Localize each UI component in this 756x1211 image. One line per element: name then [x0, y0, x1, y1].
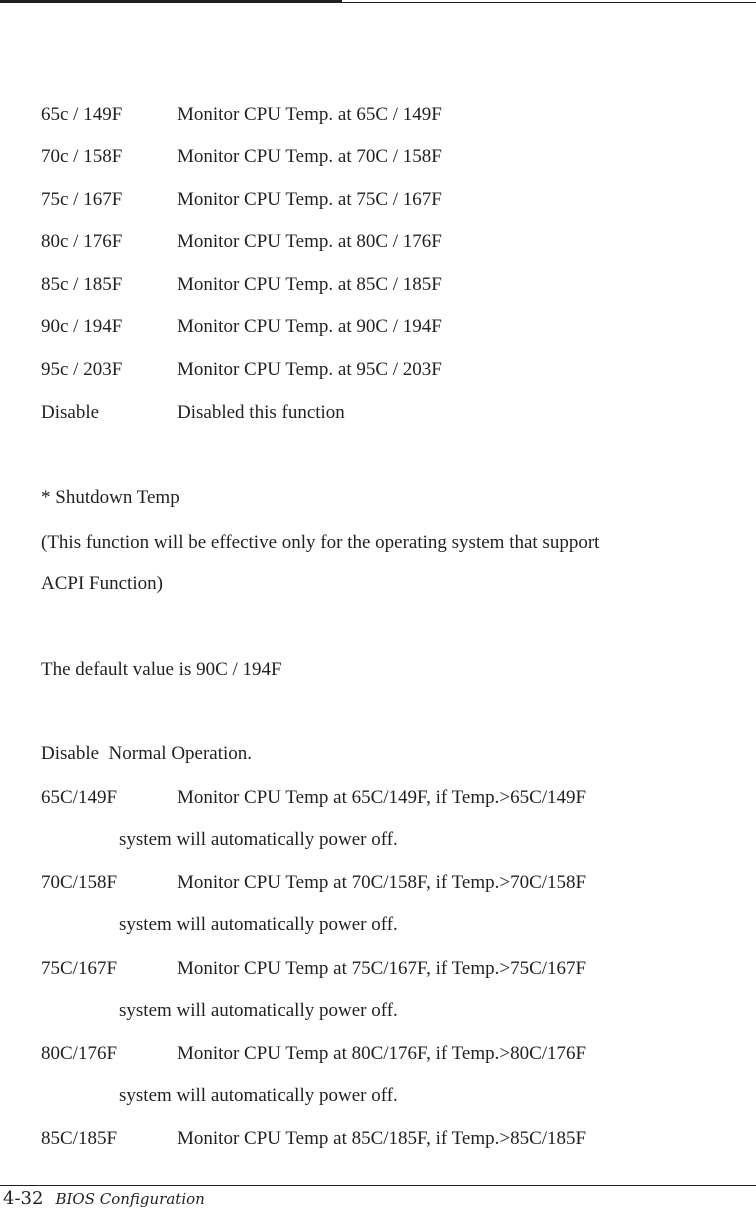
default-value-text: The default value is 90C / 194F — [41, 659, 282, 680]
option-description: Monitor CPU Temp. at 80C / 176F — [177, 231, 442, 252]
header-rule-thin — [342, 2, 756, 3]
option-value: Disable — [41, 402, 100, 423]
section-note: (This function will be effective only for the operating system that support — [41, 532, 600, 553]
option-description: Monitor CPU Temp at 85C/185F, if Temp.>85C/185F — [177, 1128, 587, 1149]
option-value: 65C/149F — [41, 787, 118, 808]
footer-rule — [0, 1185, 756, 1186]
page-number: 4-32 — [3, 1188, 44, 1209]
option-value: 65c / 149F — [41, 104, 123, 125]
option-description: Monitor CPU Temp. at 65C / 149F — [177, 104, 442, 125]
option-description: Monitor CPU Temp. at 90C / 194F — [177, 316, 442, 337]
option-value: 75c / 167F — [41, 189, 123, 210]
option-description-cont: system will automatically power off. — [119, 1000, 398, 1021]
option-value: 90c / 194F — [41, 316, 123, 337]
option-description: Disabled this function — [177, 402, 345, 423]
option-value: 80C/176F — [41, 1043, 118, 1064]
option-description: Monitor CPU Temp. at 85C / 185F — [177, 274, 442, 295]
option-description: Monitor CPU Temp at 65C/149F, if Temp.>65C/149F — [177, 787, 587, 808]
option-value: 80c / 176F — [41, 231, 123, 252]
option-description-cont: system will automatically power off. — [119, 1085, 398, 1106]
header-rule-thick — [0, 0, 342, 3]
disable-option: Disable Normal Operation. — [41, 743, 253, 764]
option-description-cont: system will automatically power off. — [119, 914, 398, 935]
option-description: Monitor CPU Temp. at 75C / 167F — [177, 189, 442, 210]
option-description: Monitor CPU Temp at 70C/158F, if Temp.>70C/158F — [177, 872, 587, 893]
option-value: 75C/167F — [41, 958, 118, 979]
option-description: Monitor CPU Temp at 75C/167F, if Temp.>75C/167F — [177, 958, 587, 979]
option-description: Monitor CPU Temp at 80C/176F, if Temp.>80C/176F — [177, 1043, 587, 1064]
option-value: 85c / 185F — [41, 274, 123, 295]
section-note-cont: ACPI Function) — [41, 573, 163, 594]
section-title: BIOS Configuration — [55, 1190, 205, 1208]
option-value: 95c / 203F — [41, 359, 123, 380]
option-description-cont: system will automatically power off. — [119, 829, 398, 850]
page-footer — [3, 1188, 205, 1209]
option-description: Monitor CPU Temp. at 95C / 203F — [177, 359, 442, 380]
option-value: 70C/158F — [41, 872, 118, 893]
option-description: Monitor CPU Temp. at 70C / 158F — [177, 146, 442, 167]
option-value: 85C/185F — [41, 1128, 118, 1149]
section-heading: * Shutdown Temp — [41, 487, 180, 508]
option-value: 70c / 158F — [41, 146, 123, 167]
